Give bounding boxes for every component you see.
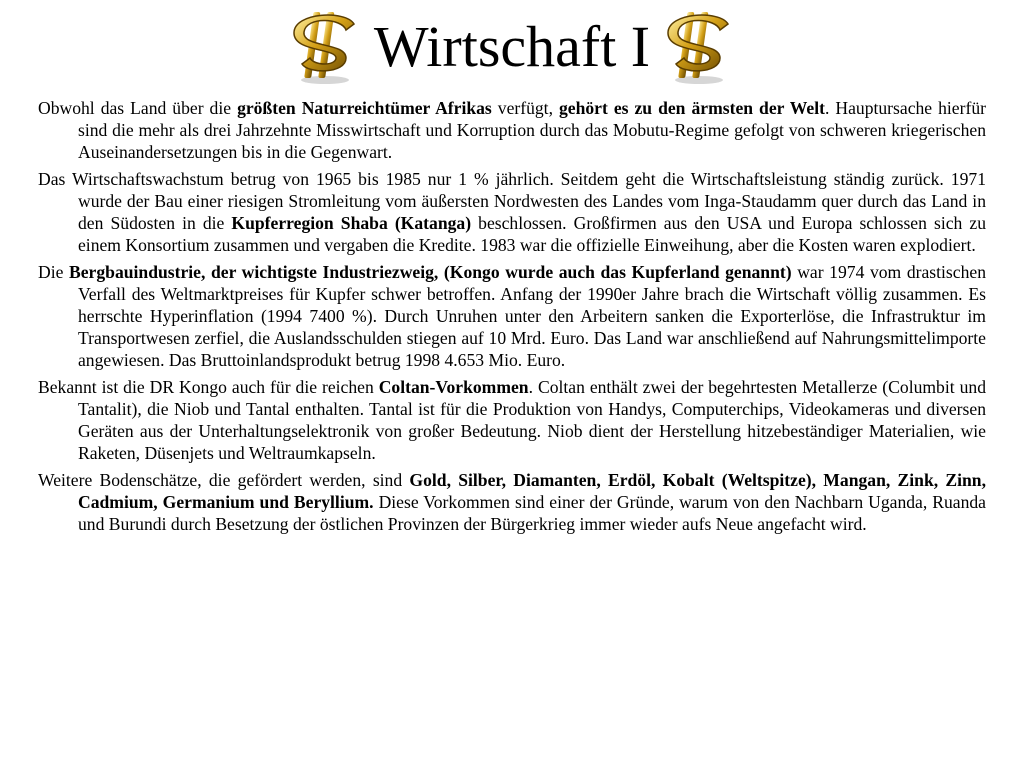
page-title: Wirtschaft I: [373, 14, 651, 79]
dollar-sign-icon: [290, 8, 360, 86]
text-run: . Hauptursache hierfür sind die mehr als drei Jahrzehnte Misswirtschaft und Korruption durch das Mobutu-Regime gefolgt von schweren kriegerischen Auseinandersetzungen bis in die Gegenwart.: [78, 98, 986, 162]
paragraph-wirtschaftswachstum: [38, 168, 986, 256]
bold-text-run: Coltan-Vorkommen: [378, 377, 529, 397]
text-run: war 1974 vom drastischen Verfall des Weltmarktpreises für Kupfer schwer betroffen. Anfang der 1990er Jahre brach die Wirtschaft völlig zusammen. Es herrschte Hyperinflation (1994 7400 %). Durch Unruhen unter den Arbeitern sanken die Exporterlöse, die Infrastruktur im Transportwesen zerfiel, die Auslandsschulden stiegen auf 10 Mrd. Euro. Das Land war anschließend auf Nahrungsmittelimporte angewiesen. Das Bruttoinlandsprodukt betrug 1998 4.653 Mio. Euro.: [78, 262, 986, 370]
text-run: . Coltan enthält zwei der begehrtesten Metallerze (Columbit und Tantalit), die Niob und Tantal enthalten. Tantal ist für die Produktion von Handys, Computerchips, Videokameras und diversen Geräten aus der Unterhaltungselektronik von großer Bedeutung. Niob dient der Herstellung hitzebeständiger Materialien, wie Raketen, Düsenjets und Weltraumkapseln.: [78, 377, 986, 463]
paragraph-coltan: [38, 376, 986, 464]
text-run: Bekannt ist die DR Kongo auch für die reichen: [38, 377, 379, 397]
bold-text-run: Gold, Silber, Diamanten, Erdöl, Kobalt (Weltspitze), Mangan, Zink, Zinn, Cadmium, Germanium und Beryllium.: [78, 470, 986, 512]
text-run: Die: [38, 262, 70, 282]
paragraph-bodenschaetze: [38, 469, 986, 535]
text-run: verfügt,: [491, 98, 559, 118]
bold-text-run: größten Naturreichtümer Afrikas: [237, 98, 492, 118]
dollar-sign-icon: [664, 8, 734, 86]
bold-text-run: Kupferregion Shaba (Katanga): [231, 213, 472, 233]
content-body: [38, 97, 986, 540]
text-run: beschlossen. Großfirmen aus den USA und Europa schlossen sich zu einem Konsortium zusammen und vergaben die Kredite. 1983 war die offizielle Einweihung, aber die Kosten waren explodiert.: [78, 213, 986, 255]
text-run: Obwohl das Land über die: [38, 98, 238, 118]
title-row: [0, 4, 1024, 90]
text-run: Diese Vorkommen sind einer der Gründe, warum von den Nachbarn Uganda, Ruanda und Burundi durch Besetzung der östlichen Provinzen der Bürgerkrieg immer wieder aufs Neue angefacht wird.: [78, 492, 986, 534]
paragraph-naturreichtuemer: [38, 97, 986, 163]
paragraph-bergbauindustrie: [38, 261, 986, 371]
bold-text-run: gehört es zu den ärmsten der Welt: [558, 98, 825, 118]
bold-text-run: Bergbauindustrie, der wichtigste Industriezweig, (Kongo wurde auch das Kupferland genannt): [69, 262, 792, 282]
text-run: Weitere Bodenschätze, die gefördert werden, sind: [38, 470, 410, 490]
text-run: Das Wirtschaftswachstum betrug von 1965 bis 1985 nur 1 % jährlich. Seitdem geht die Wirtschaftsleistung ständig zurück. 1971 wurde der Bau einer riesigen Stromleitung vom äußersten Nordwesten des Landes vom Inga-Staudamm quer durch das Land in den Südosten in die: [38, 169, 986, 233]
